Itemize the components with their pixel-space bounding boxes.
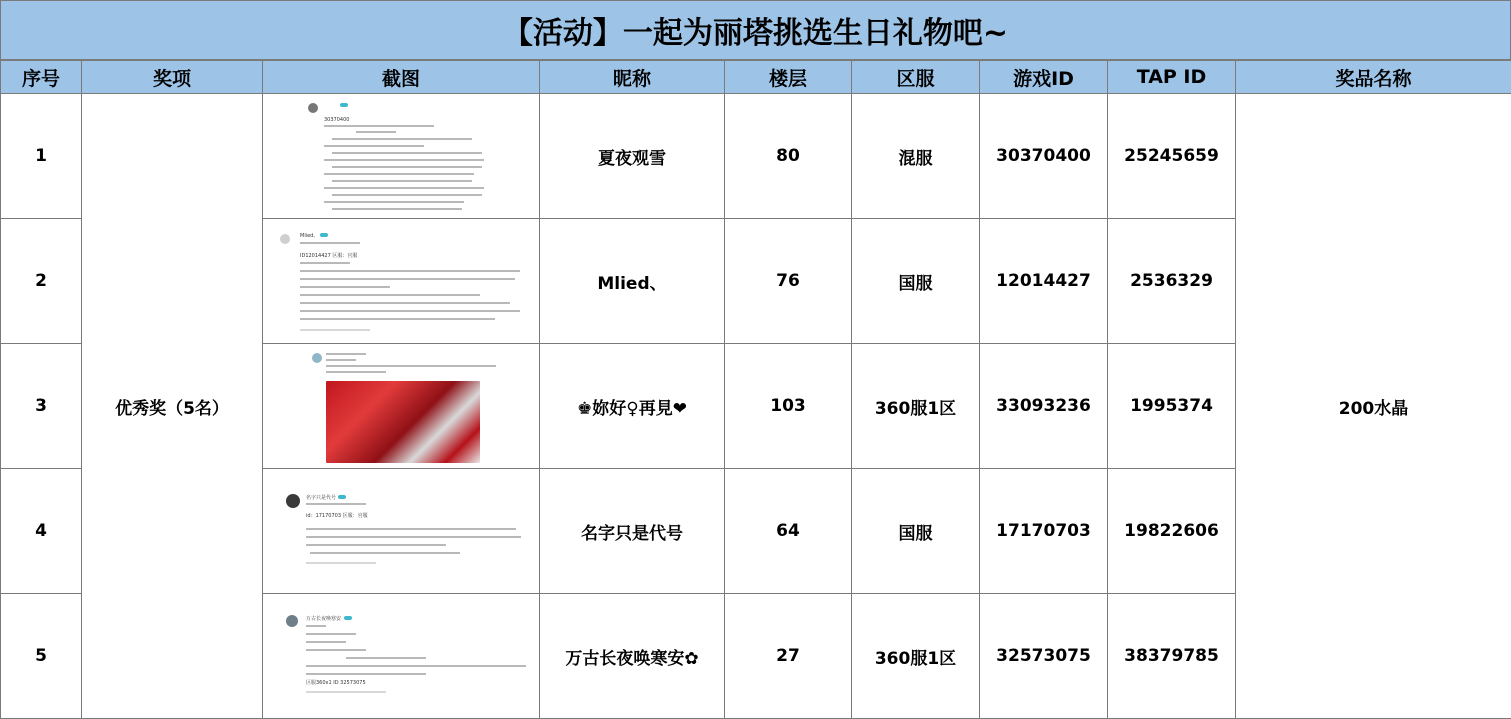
cell-nickname[interactable]: 名字只是代号 bbox=[540, 469, 725, 594]
col-header-tap-id[interactable]: TAP ID bbox=[1108, 61, 1236, 94]
cell-no[interactable]: 2 bbox=[1, 219, 82, 344]
comment-id-text: 区服360x1 ID 32573075 bbox=[306, 680, 366, 686]
cell-no[interactable]: 3 bbox=[1, 344, 82, 469]
header-row bbox=[1, 61, 1511, 94]
comment-screenshot bbox=[270, 95, 532, 217]
col-header-screenshot[interactable]: 截图 bbox=[263, 61, 540, 94]
comment-screenshot bbox=[270, 470, 532, 592]
cell-floor[interactable]: 27 bbox=[725, 594, 852, 719]
cell-no[interactable]: 1 bbox=[1, 94, 82, 219]
avatar bbox=[286, 615, 298, 627]
cell-nickname[interactable]: 万古长夜唤寒安✿ bbox=[540, 594, 725, 719]
cell-tap-id[interactable]: 1995374 bbox=[1108, 344, 1236, 469]
cell-floor[interactable]: 80 bbox=[725, 94, 852, 219]
winners-table bbox=[0, 60, 1511, 719]
col-header-server[interactable]: 区服 bbox=[852, 61, 980, 94]
sheet-title: 【活动】一起为丽塔挑选生日礼物吧~ bbox=[0, 0, 1511, 60]
cell-screenshot[interactable] bbox=[263, 594, 540, 719]
cell-server[interactable]: 混服 bbox=[852, 94, 980, 219]
gift-photo bbox=[326, 381, 480, 463]
cell-screenshot[interactable] bbox=[263, 219, 540, 344]
col-header-no[interactable]: 序号 bbox=[1, 61, 82, 94]
comment-id-text: ID12014427 区服：官服 bbox=[300, 253, 358, 259]
cell-game-id[interactable]: 17170703 bbox=[980, 469, 1108, 594]
comment-screenshot bbox=[270, 345, 532, 467]
cell-screenshot[interactable] bbox=[263, 344, 540, 469]
col-header-prize[interactable]: 奖品名称 bbox=[1236, 61, 1511, 94]
cell-nickname[interactable]: 夏夜观雪 bbox=[540, 94, 725, 219]
cell-server[interactable]: 360服1区 bbox=[852, 594, 980, 719]
cell-prize[interactable]: 200水晶 bbox=[1236, 94, 1511, 719]
cell-tap-id[interactable]: 25245659 bbox=[1108, 94, 1236, 219]
cell-no[interactable]: 5 bbox=[1, 594, 82, 719]
cell-award[interactable]: 优秀奖（5名） bbox=[82, 94, 263, 719]
cell-server[interactable]: 360服1区 bbox=[852, 344, 980, 469]
cell-game-id[interactable]: 30370400 bbox=[980, 94, 1108, 219]
cell-game-id[interactable]: 32573075 bbox=[980, 594, 1108, 719]
cell-floor[interactable]: 64 bbox=[725, 469, 852, 594]
cell-floor[interactable]: 76 bbox=[725, 219, 852, 344]
badge-icon bbox=[338, 495, 346, 499]
avatar bbox=[312, 353, 322, 363]
comment-author: Mlied、 bbox=[300, 233, 319, 239]
cell-tap-id[interactable]: 38379785 bbox=[1108, 594, 1236, 719]
cell-tap-id[interactable]: 2536329 bbox=[1108, 219, 1236, 344]
badge-icon bbox=[340, 103, 348, 107]
cell-nickname[interactable]: ♚妳好♀再見❤ bbox=[540, 344, 725, 469]
cell-tap-id[interactable]: 19822606 bbox=[1108, 469, 1236, 594]
cell-server[interactable]: 国服 bbox=[852, 219, 980, 344]
col-header-nickname[interactable]: 昵称 bbox=[540, 61, 725, 94]
comment-screenshot bbox=[270, 220, 532, 342]
col-header-floor[interactable]: 楼层 bbox=[725, 61, 852, 94]
badge-icon bbox=[344, 616, 352, 620]
cell-game-id[interactable]: 12014427 bbox=[980, 219, 1108, 344]
cell-floor[interactable]: 103 bbox=[725, 344, 852, 469]
comment-screenshot bbox=[270, 595, 532, 717]
avatar bbox=[308, 103, 318, 113]
comment-author: 万古长夜唤寒安 bbox=[306, 616, 342, 622]
cell-screenshot[interactable] bbox=[263, 469, 540, 594]
table-row bbox=[1, 94, 1511, 219]
avatar bbox=[286, 494, 300, 508]
col-header-award[interactable]: 奖项 bbox=[82, 61, 263, 94]
comment-id-text: 30370400 bbox=[324, 117, 350, 123]
cell-nickname[interactable]: Mlied、 bbox=[540, 219, 725, 344]
badge-icon bbox=[320, 233, 328, 237]
cell-screenshot[interactable] bbox=[263, 94, 540, 219]
avatar bbox=[280, 234, 290, 244]
cell-no[interactable]: 4 bbox=[1, 469, 82, 594]
col-header-game-id[interactable]: 游戏ID bbox=[980, 61, 1108, 94]
comment-author: 名字只是代号 bbox=[306, 495, 337, 501]
cell-server[interactable]: 国服 bbox=[852, 469, 980, 594]
cell-game-id[interactable]: 33093236 bbox=[980, 344, 1108, 469]
comment-id-text: id：17170703 区服：官服 bbox=[306, 513, 368, 519]
